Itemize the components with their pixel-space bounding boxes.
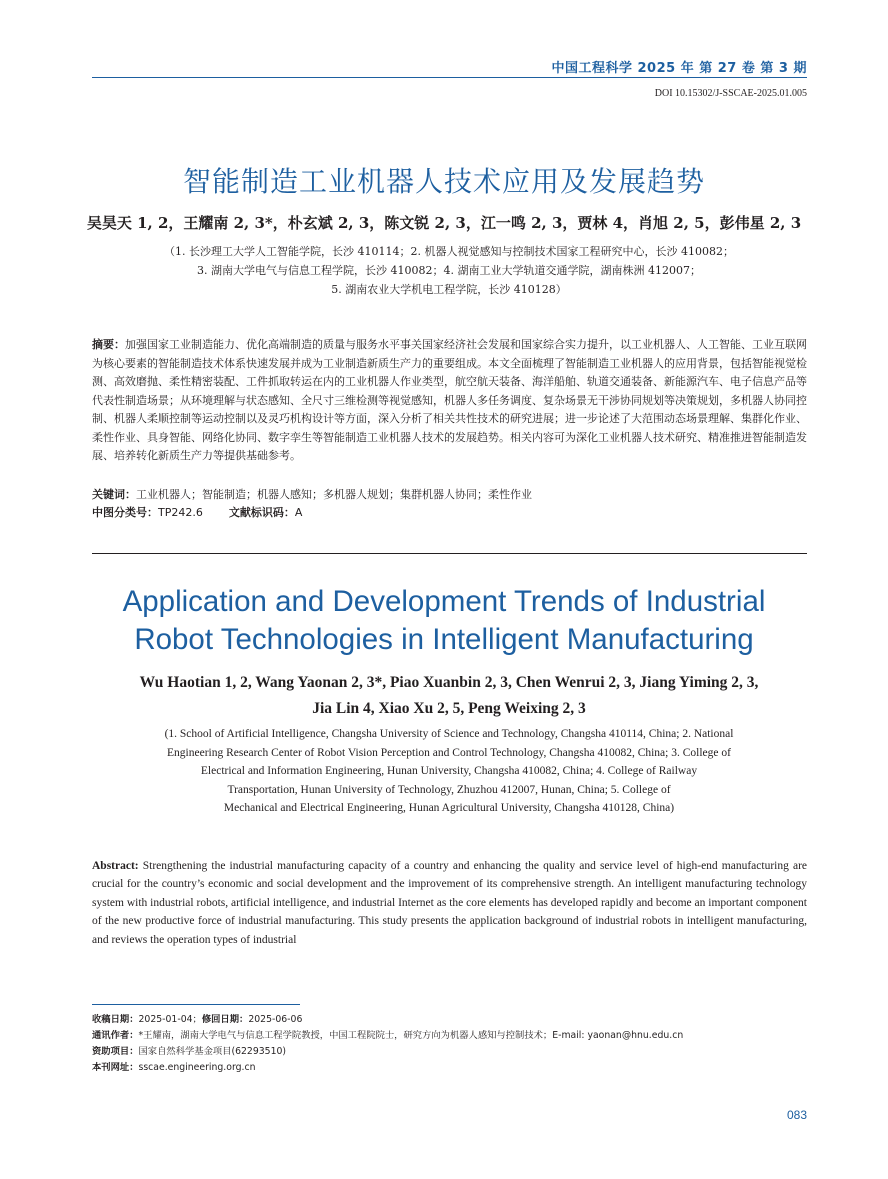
revised-label: 修回日期：	[201, 1014, 249, 1025]
dates-footnote	[92, 1012, 828, 1028]
english-affiliation-line: (1. School of Artificial Intelligence, Changsha University of Science and Technology, Changsha 410114, China; 2. National	[164, 728, 734, 740]
keywords-label: 关键词：	[92, 488, 136, 501]
english-affiliation-line: Transportation, Hunan University of Technology, Zhuzhou 412007, Hunan, China; 5. College of	[227, 783, 671, 796]
corresponding-footnote	[92, 1028, 828, 1044]
chinese-abstract	[92, 336, 807, 466]
english-affiliation-line: Mechanical and Electrical Engineering, Hunan Agricultural University, Changsha 410128, China)	[223, 802, 675, 814]
english-authors-line: Wu Haotian 1, 2, Wang Yaonan 2, 3*, Piao Xuanbin 2, 3, Chen Wenrui 2, 3, Jiang Yiming 2, 3,	[139, 674, 759, 691]
received-label: 收稿日期：	[92, 1014, 139, 1025]
journal-header: 中国工程科学 2025 年 第 27 卷 第 3 期	[551, 61, 807, 76]
english-affiliations	[110, 725, 788, 818]
english-title-line: Robot Technologies in Intelligent Manufacturing	[134, 623, 754, 656]
english-authors-line: Jia Lin 4, Xiao Xu 2, 5, Peng Weixing 2, 3	[312, 700, 586, 717]
received-date: 2025-01-04；	[138, 1014, 202, 1025]
chinese-abstract-label: 摘要：	[92, 338, 125, 351]
keywords-text: 工业机器人；智能制造；机器人感知；多机器人规划；集群机器人协同；柔性作业	[136, 488, 532, 501]
english-abstract	[92, 857, 807, 949]
class-value: TP242.6	[158, 506, 203, 519]
corresponding-label: 通讯作者：	[92, 1030, 139, 1041]
class-label: 中图分类号：	[92, 506, 158, 519]
english-abstract-label: Abstract:	[92, 860, 139, 872]
chinese-affiliation-line: 3. 湖南大学电气与信息工程学院，长沙 410082；4. 湖南工业大学轨道交通学院，湖南株洲 412007；	[197, 264, 701, 277]
chinese-title: 智能制造工业机器人技术应用及发展趋势	[182, 165, 705, 198]
footnote-rule	[92, 1004, 300, 1005]
doccode-label: 文献标识码：	[228, 506, 295, 519]
revised-date: 2025-06-06	[248, 1014, 303, 1025]
english-authors	[90, 670, 808, 722]
chinese-affiliation-line: 5. 湖南农业大学机电工程学院，长沙 410128）	[331, 283, 567, 296]
header-rule	[92, 77, 807, 78]
website-footnote	[92, 1060, 828, 1076]
english-abstract-text: Strengthening the industrial manufacturing capacity of a country and enhancing the quality and service level of high-end manufacturing are crucial for the country’s economic and social development and the improvement of its comprehensive strength. An intelligent manufacturing technology system with industrial robots, artificial intelligence, and industrial Internet as the core elements has developed rapidly and become an important component of the new productive force of industrial manufacturing. This study presents the application background of industrial robots in intelligent manufacturing, and reviews the operation types of industrial	[92, 860, 808, 946]
chinese-affiliation-line: （1. 长沙理工大学人工智能学院，长沙 410114；2. 机器人视觉感知与控制技术国家工程研究中心，长沙 410082；	[164, 245, 734, 258]
funding-text: 国家自然科学基金项目(62293510)	[138, 1046, 287, 1057]
chinese-keywords	[92, 486, 807, 502]
corresponding-text: *王耀南，湖南大学电气与信息工程学院教授，中国工程院院士，研究方向为机器人感知与控制技术；E-mail: yaonan@hnu.edu.cn	[138, 1030, 684, 1041]
website-link[interactable]: sscae.engineering.org.cn	[138, 1062, 256, 1073]
classification-line	[92, 504, 807, 520]
chinese-affiliations	[100, 242, 798, 299]
footnotes	[92, 1012, 828, 1076]
section-divider	[92, 553, 807, 554]
page-number: 083	[786, 1108, 807, 1122]
chinese-authors: 吴昊天 1, 2，王耀南 2, 3*，朴玄斌 2, 3，陈文锐 2, 3，江一鸣 2, 3，贾林 4，肖旭 2, 5，彭伟星 2, 3	[86, 214, 802, 232]
website-label: 本刊网址：	[92, 1062, 139, 1073]
english-affiliation-line: Electrical and Information Engineering, Hunan University, Changsha 410082, China; 4. College of Railway	[200, 765, 698, 777]
funding-label: 资助项目：	[92, 1046, 139, 1057]
english-affiliation-line: Engineering Research Center of Robot Vision Perception and Control Technology, Changsha 410082, China; 3. College of	[167, 746, 731, 759]
doi: DOI 10.15302/J-SSCAE-2025.01.005	[654, 88, 807, 99]
english-title-line: Application and Development Trends of Industrial	[122, 585, 766, 618]
doccode-value: A	[294, 506, 303, 519]
english-title	[60, 583, 828, 659]
chinese-abstract-text: 加强国家工业制造能力、优化高端制造的质量与服务水平事关国家经济社会发展和国家综合实力提升，以工业机器人、人工智能、工业互联网为核心要素的智能制造技术体系快速发展并成为工业制造新质生产力的重要组成。本文全面梳理了智能制造工业机器人的应用背景，包括智能视觉检测、高效磨抛、柔性精密装配、工件抓取转运在内的工业机器人作业类型，航空航天装备、海洋船舶、轨道交通装备、新能源汽车、电子信息产品等代表性制造场景；从环境理解与状态感知、全尺寸三维检测等视觉感知，机器人多任务调度、复杂场景无干涉协同规划等决策规划，多机器人协同控制、机器人柔顺控制等运动控制以及灵巧机构设计等方面，深入分析了相关共性技术的研究进展；进一步论述了大范围动态场景理解、集群化作业、柔性作业、具身智能、网络化协同、数字孪生等智能制造工业机器人技术的发展趋势。相关内容可为深化工业机器人技术研究、精准推进智能制造发展、培养转化新质生产力等提供基础参考。	[92, 338, 807, 462]
funding-footnote	[92, 1044, 828, 1060]
